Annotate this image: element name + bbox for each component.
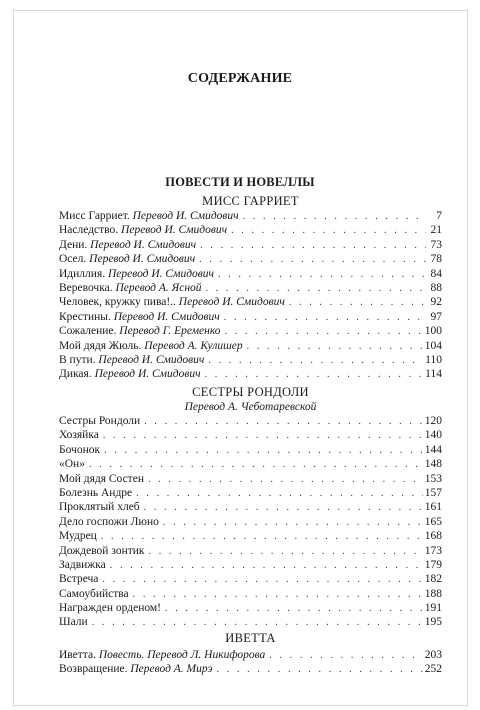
toc-entry <box>59 615 442 629</box>
section-title: ПОВЕСТИ И НОВЕЛЛЫ <box>165 175 315 189</box>
dot-leader <box>104 444 423 458</box>
entry-title: Осел. <box>59 253 87 266</box>
group-heading: МИСС ГАРРИЕТ <box>202 194 299 208</box>
toc-entry <box>59 367 442 381</box>
page-number: 120 <box>424 415 442 427</box>
dot-leader <box>205 368 424 382</box>
toc-entry <box>59 529 442 543</box>
toc-title: СОДЕРЖАНИЕ <box>187 71 293 86</box>
entry-translator: Перевод И. Смидович <box>132 210 239 222</box>
toc-entry <box>59 267 442 281</box>
page-number: 73 <box>430 238 442 251</box>
toc-entry <box>59 414 442 428</box>
entry-translator: Перевод И. Смидович <box>98 353 205 366</box>
entry-title: Задвижка <box>59 558 106 571</box>
toc-entry <box>59 572 442 586</box>
toc-entry <box>59 353 442 367</box>
dot-leader <box>136 487 423 501</box>
page-number: 179 <box>424 558 442 571</box>
dot-leader <box>101 530 423 544</box>
toc-entry <box>59 601 442 615</box>
toc-entry <box>59 324 442 338</box>
entry-translator: Перевод А. Кулишер <box>144 339 243 352</box>
entry-title: Дени. <box>59 238 88 251</box>
toc-entry <box>59 295 442 309</box>
dot-leader <box>199 253 426 267</box>
entry-title: Шали <box>59 616 88 629</box>
entry-list <box>59 648 442 677</box>
group-heading: СЕСТРЫ РОНДОЛИ <box>192 385 309 399</box>
entry-title: Дождевой зонтик <box>59 544 145 557</box>
dot-leader <box>200 239 426 253</box>
dot-leader <box>208 354 423 368</box>
entry-translator: Перевод И. Смидович <box>94 368 201 381</box>
page-number: 114 <box>425 368 442 381</box>
entry-title: В пути. <box>59 353 96 366</box>
entry-translator: Перевод И. Смидович <box>113 310 220 323</box>
entry-translator: Перевод А. Мирэ <box>130 663 213 676</box>
toc-entry <box>59 515 442 529</box>
page-number: 97 <box>430 310 442 323</box>
entry-title: Сестры Рондоли <box>59 415 141 427</box>
page-number: 100 <box>424 325 442 338</box>
entry-title: Человек, кружку пива!.. <box>59 296 176 309</box>
entry-title: Крестины. <box>59 310 111 323</box>
entry-title: Наследство. <box>59 224 119 237</box>
dot-leader <box>269 649 422 663</box>
page-number: 110 <box>425 353 442 366</box>
page-number: 188 <box>424 587 442 600</box>
entry-translator: Перевод И. Смидович <box>107 267 214 280</box>
entry-title: Возвращение. <box>59 663 128 676</box>
toc-entry <box>59 223 442 237</box>
page-number: 157 <box>424 486 442 499</box>
dot-leader <box>144 415 423 429</box>
entry-translator: Перевод А. Ясной <box>115 281 202 294</box>
entry-translator: Перевод И. Смидович <box>89 253 196 266</box>
entry-title: Сожаление. <box>59 325 117 338</box>
entry-title: Иветта. <box>59 649 96 661</box>
page-number: 252 <box>424 663 442 676</box>
entry-title: Самоубийства <box>59 587 129 600</box>
dot-leader <box>217 663 423 677</box>
dot-leader <box>224 311 426 325</box>
page-number: 21 <box>430 224 442 237</box>
page-number: 161 <box>424 501 442 514</box>
page-number: 92 <box>430 296 442 309</box>
group-sestry-rondoli <box>59 384 442 630</box>
toc-entry <box>59 428 442 442</box>
entry-title: Дикая. <box>59 368 92 381</box>
page-number: 191 <box>424 602 442 615</box>
entry-title: Хозяйка <box>59 429 99 442</box>
page-number: 7 <box>436 210 442 222</box>
toc-entry <box>59 472 442 486</box>
toc-entry <box>59 281 442 295</box>
group-heading: ИВЕТТА <box>225 631 276 645</box>
toc-entry <box>59 648 442 662</box>
toc-entry <box>59 339 442 353</box>
dot-leader <box>243 210 426 224</box>
dot-leader <box>102 573 422 587</box>
dot-leader <box>148 473 423 487</box>
toc-entry <box>59 457 442 471</box>
toc-entry <box>59 443 442 457</box>
dot-leader <box>103 429 423 443</box>
page-number: 88 <box>430 281 442 294</box>
toc-entry <box>59 252 442 266</box>
dot-leader <box>133 588 423 602</box>
toc-entry <box>59 486 442 500</box>
page-number: 144 <box>424 443 442 456</box>
toc-entry <box>59 544 442 558</box>
entry-title: Мой дядя Жюль. <box>59 339 142 352</box>
entry-translator: Повесть. Перевод Л. Никифорова <box>98 649 266 661</box>
entry-title: Болезнь Андре <box>59 486 133 499</box>
entry-translator: Перевод И. Смидович <box>178 296 285 309</box>
page-number: 173 <box>424 544 442 557</box>
page-number: 203 <box>424 649 442 661</box>
toc-entry <box>59 558 442 572</box>
toc-entry <box>59 209 442 223</box>
entry-translator: Перевод И. Смидович <box>121 224 228 237</box>
dot-leader <box>92 616 423 630</box>
toc-entry <box>59 310 442 324</box>
page-number: 84 <box>430 267 442 280</box>
entry-title: Идиллия. <box>59 267 106 280</box>
dot-leader <box>110 559 423 573</box>
dot-leader <box>149 545 423 559</box>
toc-entry <box>59 587 442 601</box>
dot-leader <box>163 516 423 530</box>
group-ivetta <box>59 630 442 677</box>
toc-entry <box>59 238 442 252</box>
page-number: 104 <box>424 339 442 352</box>
page-number: 168 <box>424 530 442 543</box>
dot-leader <box>206 282 426 296</box>
page-number: 153 <box>424 472 442 485</box>
dot-leader <box>218 268 426 282</box>
dot-leader <box>231 224 426 238</box>
toc-entry <box>59 500 442 514</box>
entry-list <box>59 414 442 630</box>
dot-leader <box>247 340 423 354</box>
toc-entry <box>59 662 442 676</box>
entry-title: Дело госпожи Люно <box>59 515 159 528</box>
page-number: 78 <box>430 253 442 266</box>
page-number: 165 <box>424 515 442 528</box>
dot-leader <box>289 296 426 310</box>
dot-leader <box>144 501 423 515</box>
entry-title: «Он» <box>59 458 85 471</box>
entry-title: Проклятый хлеб <box>59 501 140 514</box>
entry-list <box>59 209 442 382</box>
page-number: 195 <box>424 616 442 629</box>
entry-title: Награжден орденом! <box>59 602 162 615</box>
group-miss-harriet <box>59 193 442 382</box>
dot-leader <box>165 602 423 616</box>
entry-translator: Перевод И. Смидович <box>90 238 197 251</box>
entry-title: Встреча <box>59 573 99 586</box>
page-number: 140 <box>424 429 442 442</box>
entry-title: Бочонок <box>59 443 101 456</box>
entry-title: Мудрец <box>59 530 97 543</box>
entry-title: Мисс Гарриет. <box>59 210 130 222</box>
group-subheading: Перевод А. Чеботаревской <box>184 401 317 413</box>
entry-title: Мой дядя Состен <box>59 472 144 485</box>
dot-leader <box>89 458 423 472</box>
page-number: 182 <box>424 573 442 586</box>
page-number: 148 <box>424 458 442 471</box>
entry-translator: Перевод Г. Еременко <box>119 325 221 338</box>
dot-leader <box>225 325 423 339</box>
entry-title: Веревочка. <box>59 281 113 294</box>
